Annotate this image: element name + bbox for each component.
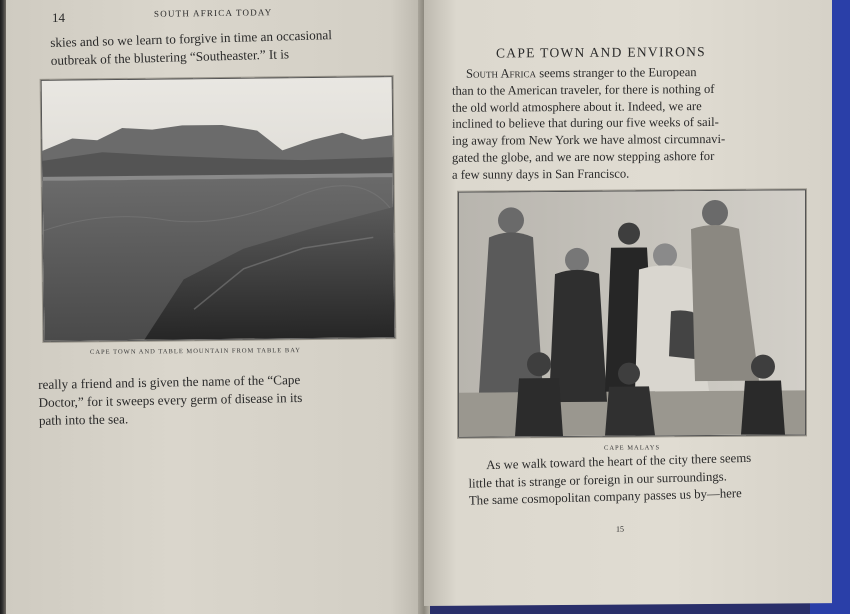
left-top-text (50, 24, 401, 70)
text-line: the old world atmosphere about it. Indeed, we are (452, 98, 702, 115)
text-line: outbreak of the blustering “Southeaster.” It is (50, 46, 290, 68)
left-bottom-text (38, 369, 419, 430)
right-top-text (452, 63, 824, 183)
running-title: SOUTH AFRICA TODAY (153, 7, 273, 19)
left-page (6, 0, 424, 614)
text-line: As we walk toward the heart of the city there seems (486, 450, 752, 473)
text-line: really a friend and is given the name of the “Cape (38, 371, 301, 392)
text-line: skies and so we learn to forgive in time an occasional (50, 27, 333, 50)
cape-malays-image (459, 190, 805, 436)
photo-caption-left: CAPE TOWN AND TABLE MOUNTAIN FROM TABLE BAY (89, 347, 302, 356)
lead-smallcaps: South Africa (466, 66, 537, 81)
text-line: inclined to believe that during our five weeks of sail- (452, 115, 719, 132)
table-mountain-image (42, 77, 395, 341)
text-line: ing away from New York we have almost circumnavi- (452, 132, 726, 148)
photo-caption-right: CAPE MALAYS (604, 444, 661, 452)
right-page (424, 0, 832, 606)
text-line: gated the globe, and we are now stepping ashore for (452, 148, 715, 165)
table-mountain-photo (41, 76, 396, 342)
section-heading: CAPE TOWN AND ENVIRONS (496, 44, 706, 61)
text-line: little that is strange or foreign in our surroundings. (468, 469, 728, 491)
right-bottom-text (468, 448, 829, 511)
text-line: than to the American traveler, for there is nothing of (452, 81, 715, 98)
text-line: path into the sea. (38, 411, 129, 428)
text-line: a few sunny days in San Francisco. (452, 166, 630, 182)
cape-malays-photo (458, 189, 806, 437)
text-line-rest: seems stranger to the European (536, 65, 697, 81)
page-number-right: 15 (616, 524, 624, 534)
page-number-left: 14 (52, 10, 65, 25)
text-line: Doctor,” for it sweeps every germ of disease in its (38, 389, 303, 410)
text-line: The same cosmopolitan company passes us by—here (468, 486, 742, 508)
